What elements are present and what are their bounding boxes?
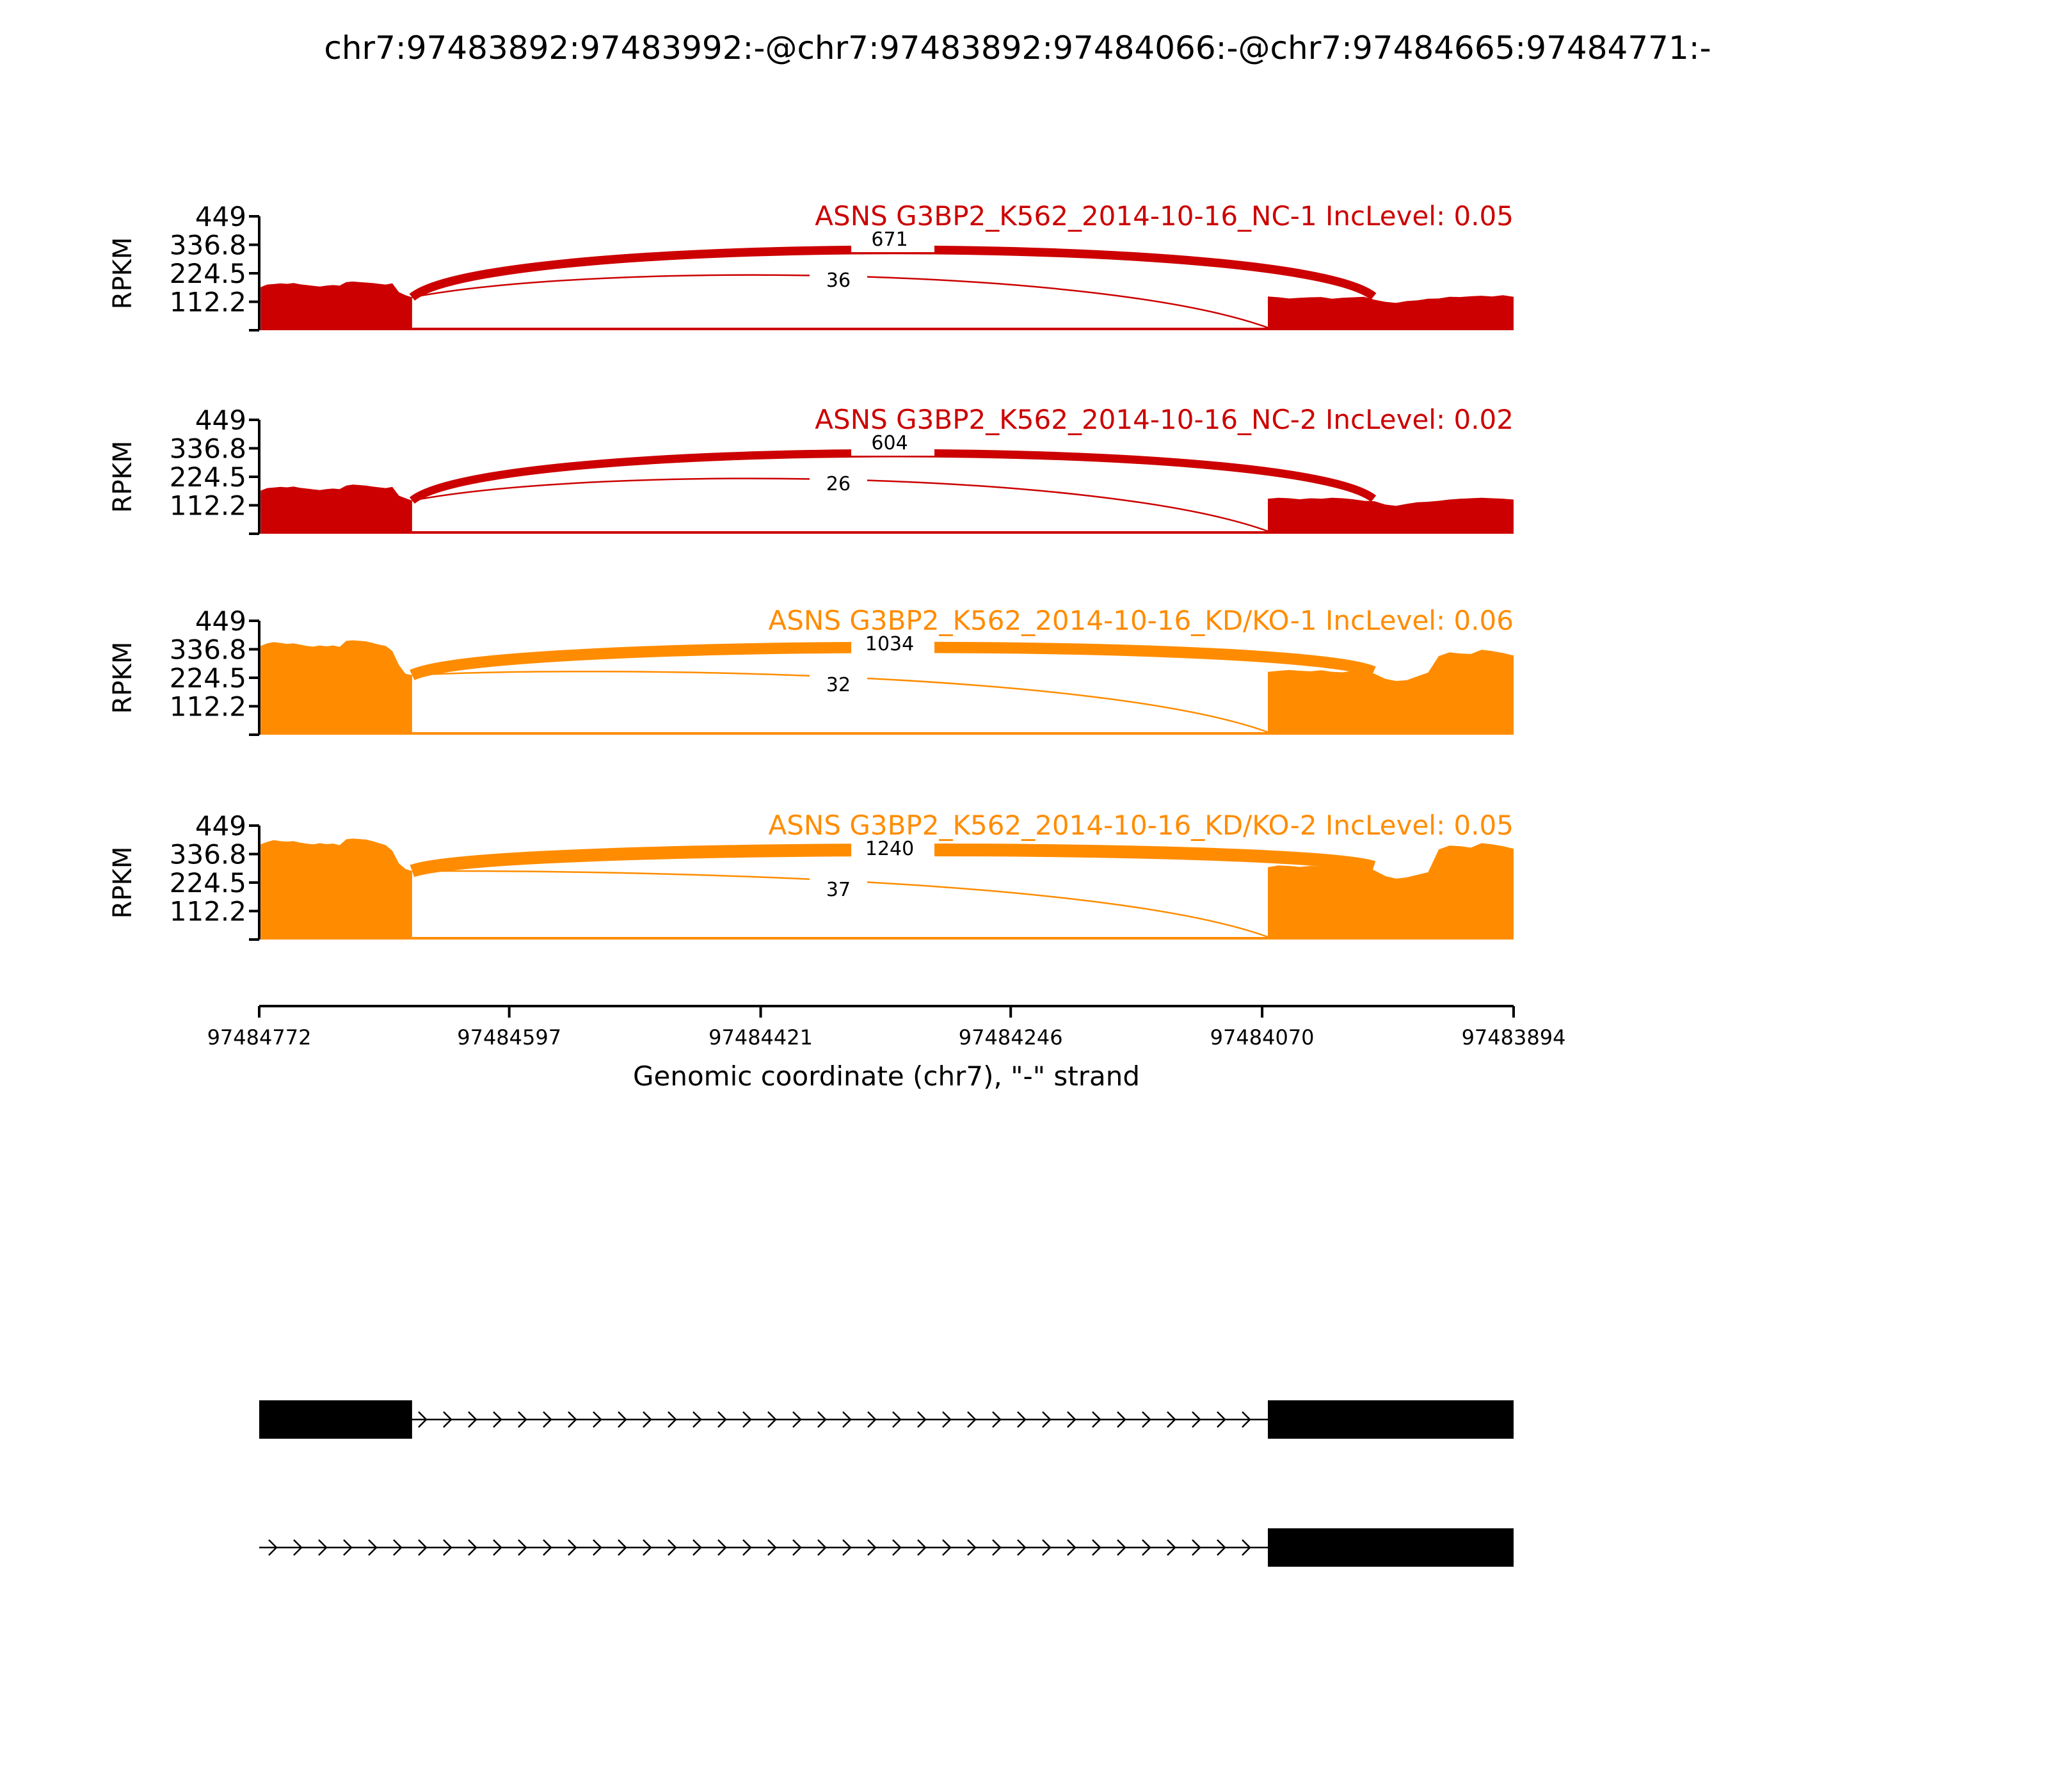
y-tick-label: 449	[195, 201, 246, 232]
coverage-area	[412, 531, 1268, 534]
coverage-area	[1268, 498, 1514, 534]
gene-model	[259, 1528, 1514, 1567]
coverage-area	[412, 732, 1268, 735]
y-tick-label: 112.2	[169, 895, 246, 927]
coverage-area	[1268, 295, 1514, 330]
y-axis-label: RPKM	[108, 846, 138, 919]
coverage-area	[412, 937, 1268, 940]
x-tick-label: 97484070	[1210, 1025, 1315, 1050]
y-tick-label: 449	[195, 605, 246, 637]
junction-label: 36	[826, 269, 851, 292]
panel-label: ASNS G3BP2_K562_2014-10-16_NC-1 IncLevel: 0.05	[815, 200, 1514, 232]
y-tick-label: 449	[195, 404, 246, 436]
sample-panel	[108, 200, 1514, 330]
panel-label: ASNS G3BP2_K562_2014-10-16_KD/KO-1 IncLevel: 0.06	[768, 605, 1514, 636]
sample-panels	[108, 200, 1514, 940]
junction-label: 37	[826, 879, 851, 901]
x-tick-label: 97484597	[457, 1025, 562, 1050]
sample-panel	[108, 404, 1514, 534]
x-tick-label: 97484246	[958, 1025, 1063, 1050]
coverage-area	[260, 641, 412, 735]
y-tick-label: 112.2	[169, 490, 246, 522]
coverage-area	[260, 282, 412, 330]
exon-block	[1268, 1528, 1514, 1567]
y-tick-label: 112.2	[169, 691, 246, 723]
chart-title: chr7:97483892:97483992:-@chr7:97483892:97484066:-@chr7:97484665:97484771:-	[324, 29, 1711, 67]
y-tick-label: 336.8	[169, 838, 246, 870]
coverage-area	[260, 838, 412, 940]
y-axis-label: RPKM	[108, 237, 138, 310]
y-tick-label: 449	[195, 810, 246, 842]
junction-label: 604	[871, 432, 908, 454]
junction-arc	[412, 250, 1373, 297]
coverage-area	[260, 484, 412, 534]
junction-label: 671	[871, 228, 908, 251]
panel-label: ASNS G3BP2_K562_2014-10-16_NC-2 IncLevel: 0.02	[815, 404, 1514, 435]
junction-label: 1034	[865, 633, 915, 655]
y-tick-label: 224.5	[169, 662, 246, 694]
junction-label: 1240	[865, 838, 915, 860]
y-tick-label: 224.5	[169, 258, 246, 289]
junction-label: 26	[826, 473, 851, 495]
y-tick-label: 336.8	[169, 229, 246, 261]
x-axis	[207, 1006, 1566, 1050]
sample-panel	[108, 605, 1514, 735]
y-axis-label: RPKM	[108, 440, 138, 513]
exon-block	[1268, 1400, 1514, 1439]
x-tick-label: 97484421	[708, 1025, 813, 1050]
gene-model	[259, 1400, 1514, 1439]
y-tick-label: 336.8	[169, 433, 246, 465]
x-tick-label: 97484772	[207, 1025, 312, 1050]
coverage-area	[412, 328, 1268, 330]
junction-arc	[412, 453, 1373, 500]
junction-label: 32	[826, 674, 851, 696]
x-tick-label: 97483894	[1461, 1025, 1566, 1050]
x-axis-label: Genomic coordinate (chr7), "-" strand	[632, 1060, 1140, 1092]
panel-label: ASNS G3BP2_K562_2014-10-16_KD/KO-2 IncLevel: 0.05	[768, 810, 1514, 841]
sample-panel	[108, 810, 1514, 940]
exon-block	[259, 1400, 412, 1439]
y-tick-label: 224.5	[169, 867, 246, 899]
y-tick-label: 224.5	[169, 461, 246, 493]
y-tick-label: 336.8	[169, 634, 246, 666]
gene-models	[259, 1400, 1514, 1567]
y-axis-label: RPKM	[108, 641, 138, 714]
y-tick-label: 112.2	[169, 286, 246, 318]
